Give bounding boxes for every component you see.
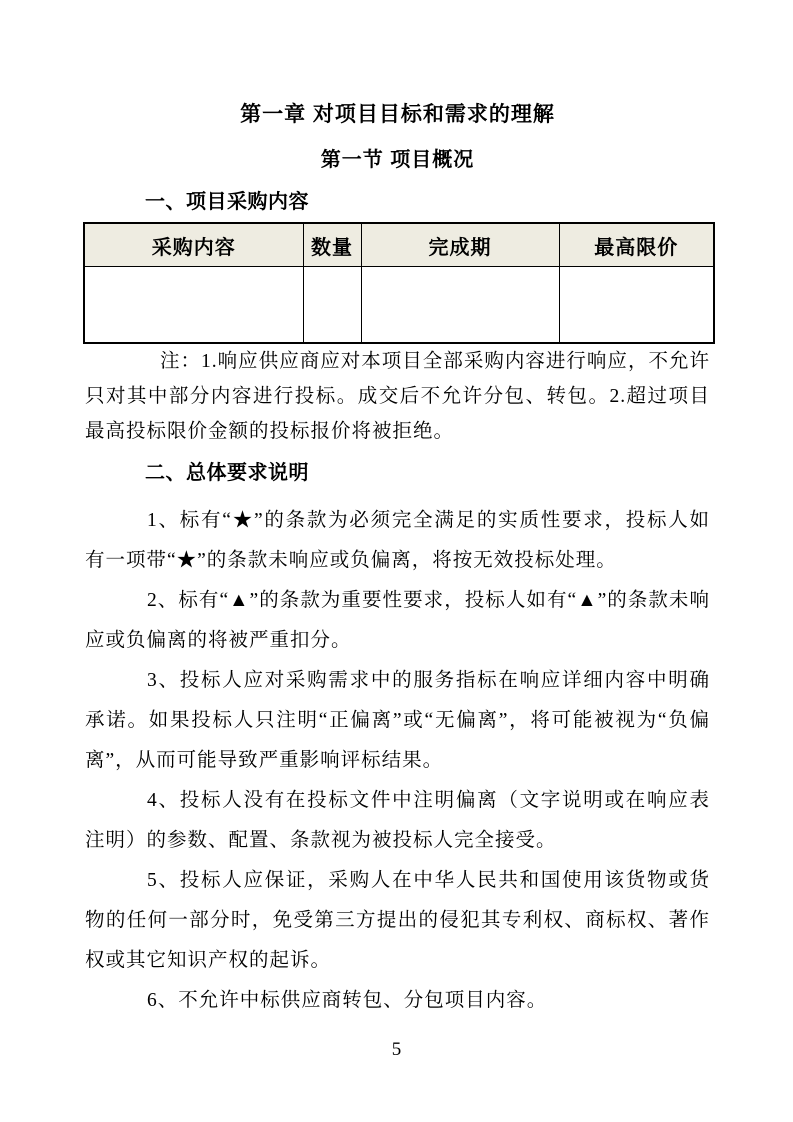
clause-paragraph-5: 5、投标人应保证，采购人在中华人民共和国使用该货物或货物的任何一部分时，免受第三方提出的侵犯其专利权、商标权、著作权或其它知识产权的起诉。 [85,870,710,971]
table-cell-content [84,267,303,344]
page-number: 5 [391,1039,402,1060]
table-row [84,267,714,344]
section-heading: 第一节 项目概况 [320,149,475,171]
procurement-table [83,222,715,344]
clause-paragraph-2: 2、标有“▲”的条款为重要性要求，投标人如有“▲”的条款未响应或负偏离的将被严重扣分。 [85,590,710,651]
clause-paragraph-4: 4、投标人没有在投标文件中注明偏离（文字说明或在响应表注明）的参数、配置、条款视为被投标人完全接受。 [85,790,710,851]
clause-paragraph-3: 3、投标人应对采购需求中的服务指标在响应详细内容中明确承诺。如果投标人只注明“正偏离”或“无偏离”，将可能被视为“负偏离”，从而可能导致严重影响评标结果。 [85,670,710,771]
table-header-cell-content: 采购内容 [84,223,303,267]
clause-paragraph-6: 6、不允许中标供应商转包、分包项目内容。 [147,990,548,1011]
table-header-cell-deadline: 完成期 [361,223,559,267]
table-cell-price-limit [559,267,714,344]
table-header-cell-price-limit: 最高限价 [559,223,714,267]
table-cell-deadline [361,267,559,344]
clause-paragraph-1: 1、标有“★”的条款为必须完全满足的实质性要求，投标人如有一项带“★”的条款未响应或负偏离，将按无效投标处理。 [85,510,710,571]
table-cell-quantity [303,267,361,344]
subsection-heading-procurement: 一、项目采购内容 [145,191,309,213]
table-header-row [84,223,714,267]
note-paragraph: 注：1.响应供应商应对本项目全部采购内容进行响应，不允许只对其中部分内容进行投标。成交后不允许分包、转包。2.超过项目最高投标限价金额的投标报价将被拒绝。 [85,351,710,442]
subsection-heading-requirements: 二、总体要求说明 [145,462,309,484]
table-header-cell-quantity: 数量 [303,223,361,267]
chapter-heading: 第一章 对项目目标和需求的理解 [240,103,555,126]
